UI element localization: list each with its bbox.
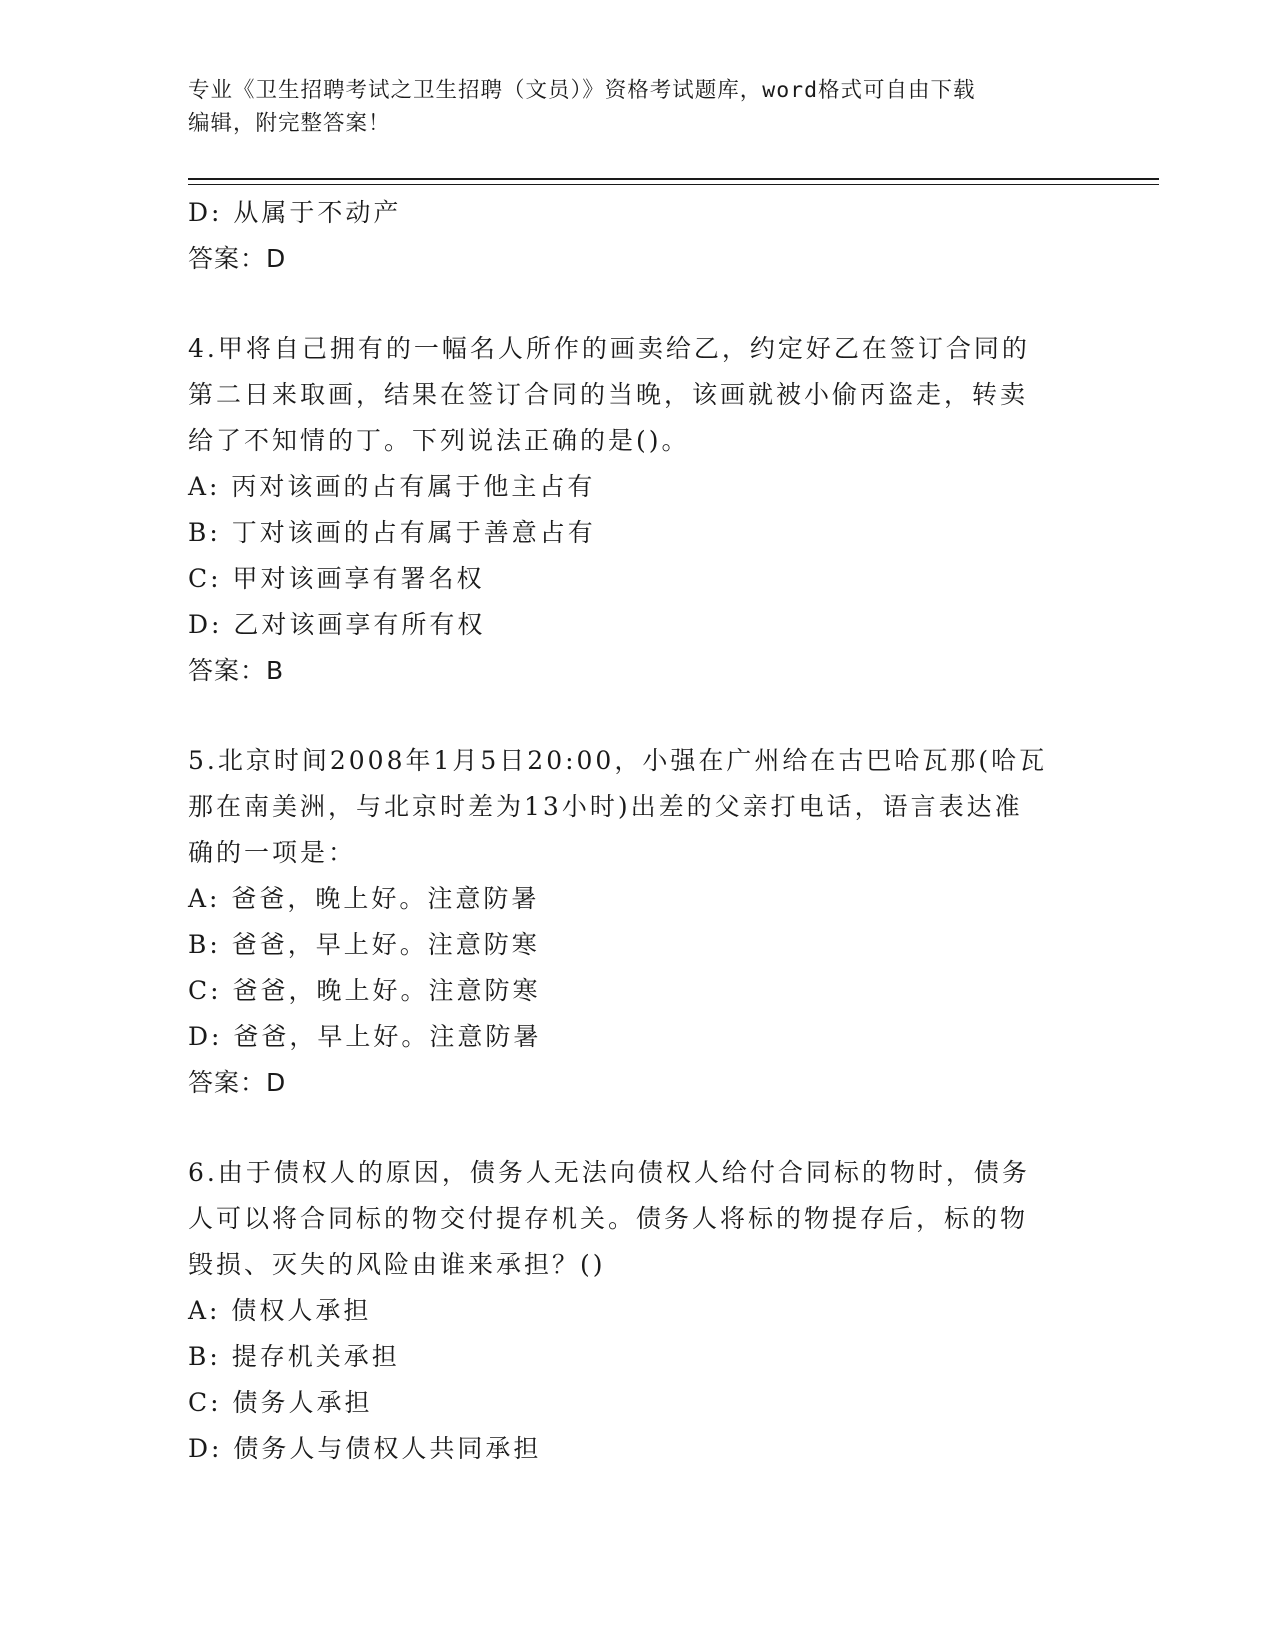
question-4 [188,326,1088,694]
question-6-line-3: 毁损、灭失的风险由谁来承担？() [188,1250,606,1279]
question-4-line-2: 第二日来取画，结果在签订合同的当晚，该画就被小偷丙盗走，转卖 [188,380,1029,409]
question-4-option-a: A: 丙对该画的占有属于他主占有 [188,472,596,501]
question-5-option-a: A: 爸爸，晚上好。注意防暑 [188,884,540,913]
question-5-option-b: B: 爸爸，早上好。注意防寒 [188,930,540,959]
question-6 [188,1150,1088,1472]
question-5-option-d: D: 爸爸，早上好。注意防暑 [188,1022,542,1051]
question-5-option-c: C: 爸爸，晚上好。注意防寒 [188,976,541,1005]
document-body [188,190,1088,1472]
question-4-line-3: 给了不知情的丁。下列说法正确的是()。 [188,426,690,455]
question-5-line-2: 那在南美洲，与北京时差为13小时)出差的父亲打电话，语言表达准 [188,792,1023,821]
question-5-answer: 答案：D [188,1068,287,1097]
question-5 [188,738,1088,1106]
question-6-option-a: A: 债权人承担 [188,1296,372,1325]
question-6-option-c: C: 债务人承担 [188,1388,373,1417]
question-5-line-3: 确的一项是： [188,838,357,867]
question-6-line-1: 6.由于债权人的原因，债务人无法向债权人给付合同标的物时，债务 [188,1158,1030,1187]
prev-option-d: D: 从属于不动产 [188,198,402,227]
question-6-option-b: B: 提存机关承担 [188,1342,400,1371]
header-line-1: 专业《卫生招聘考试之卫生招聘（文员）》资格考试题库，word格式可自由下载 [188,78,976,103]
prev-answer: 答案：D [188,244,287,273]
question-4-line-1: 4.甲将自己拥有的一幅名人所作的画卖给乙，约定好乙在签订合同的 [188,334,1030,363]
question-6-line-2: 人可以将合同标的物交付提存机关。债务人将标的物提存后，标的物 [188,1204,1029,1233]
question-4-option-c: C: 甲对该画享有署名权 [188,564,485,593]
document-header [188,74,1088,140]
question-4-answer: 答案：B [188,656,285,685]
question-6-option-d: D: 债务人与债权人共同承担 [188,1434,542,1463]
header-line-2: 编辑，附完整答案！ [188,111,391,136]
question-4-option-b: B: 丁对该画的占有属于善意占有 [188,518,596,547]
header-rule-thick [188,178,1159,180]
question-5-line-1: 5.北京时间2008年1月5日20:00，小强在广州给在古巴哈瓦那(哈瓦 [188,746,1048,775]
question-4-option-d: D: 乙对该画享有所有权 [188,610,486,639]
header-rule-thin [188,184,1159,185]
